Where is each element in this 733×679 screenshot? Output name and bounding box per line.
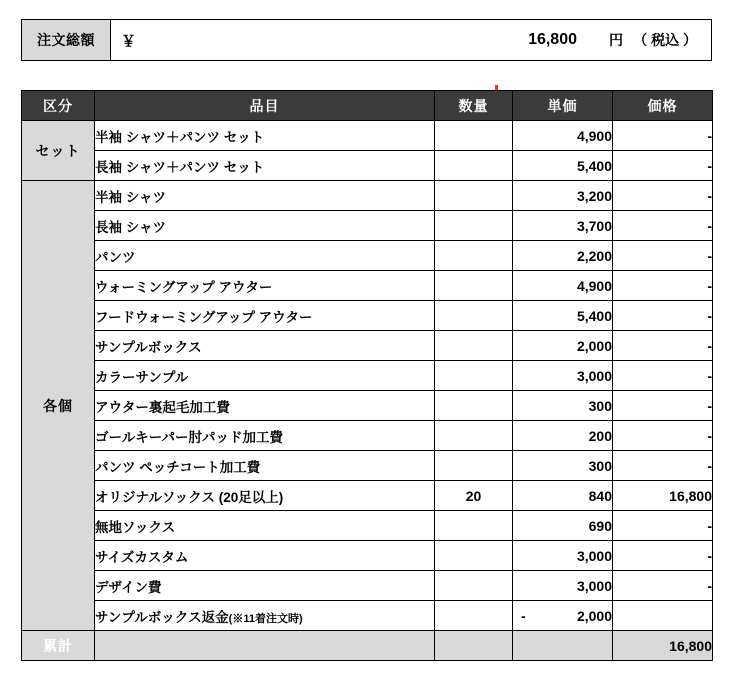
- item-name: サンプルボックス: [95, 331, 435, 361]
- item-qty[interactable]: [435, 211, 513, 241]
- item-qty[interactable]: [435, 571, 513, 601]
- item-name: アウター裏起毛加工費: [95, 391, 435, 421]
- item-name: ゴールキーパー肘パッド加工費: [95, 421, 435, 451]
- order-total-label: 注文総額: [22, 20, 111, 60]
- item-qty[interactable]: [435, 151, 513, 181]
- table-row: [22, 271, 713, 301]
- item-qty[interactable]: [435, 601, 513, 631]
- table-row: [22, 331, 713, 361]
- item-total: -: [613, 121, 713, 151]
- footer-label: 累計: [22, 631, 95, 661]
- header-price: 単価: [513, 91, 613, 121]
- item-name: フードウォーミングアップ アウター: [95, 301, 435, 331]
- item-name: 半袖 シャツ＋パンツ セット: [95, 121, 435, 151]
- item-price: 5,400: [513, 151, 613, 181]
- item-qty[interactable]: [435, 541, 513, 571]
- table-row: [22, 151, 713, 181]
- table-header-row: [22, 91, 713, 121]
- item-name-refund: [95, 601, 435, 631]
- table-row: [22, 211, 713, 241]
- order-total-value: [111, 20, 711, 60]
- footer-spacer-qty: [435, 631, 513, 661]
- group-label-kakko: 各個: [22, 181, 95, 631]
- item-qty[interactable]: [435, 511, 513, 541]
- table-row: [22, 121, 713, 151]
- item-price: 3,000: [513, 361, 613, 391]
- item-qty[interactable]: [435, 331, 513, 361]
- items-table: [21, 90, 713, 661]
- header-item: 品目: [95, 91, 435, 121]
- table-row: [22, 601, 713, 631]
- item-total: -: [613, 511, 713, 541]
- table-row: [22, 481, 713, 511]
- item-price: 3,700: [513, 211, 613, 241]
- item-price-value: 2,000: [576, 607, 612, 624]
- item-qty[interactable]: [435, 361, 513, 391]
- item-total: -: [613, 331, 713, 361]
- table-row: [22, 571, 713, 601]
- table-row: [22, 301, 713, 331]
- group-label-set: セット: [22, 121, 95, 181]
- item-total: -: [613, 181, 713, 211]
- item-price: 2,200: [513, 241, 613, 271]
- item-total: -: [613, 271, 713, 301]
- item-price: 840: [513, 481, 613, 511]
- table-footer-row: [22, 631, 713, 661]
- item-total: 16,800: [613, 481, 713, 511]
- item-price: 3,000: [513, 571, 613, 601]
- item-total: -: [613, 571, 713, 601]
- item-name: デザイン費: [95, 571, 435, 601]
- item-name: 半袖 シャツ: [95, 181, 435, 211]
- table-row: [22, 181, 713, 211]
- item-total: -: [613, 151, 713, 181]
- item-total: -: [613, 391, 713, 421]
- item-qty[interactable]: [435, 181, 513, 211]
- item-qty[interactable]: 20: [435, 481, 513, 511]
- item-price: 5,400: [513, 301, 613, 331]
- item-total: -: [613, 301, 713, 331]
- item-price: 3,200: [513, 181, 613, 211]
- table-row: [22, 361, 713, 391]
- item-price: 300: [513, 391, 613, 421]
- currency-symbol: ￥: [121, 32, 137, 50]
- item-qty[interactable]: [435, 451, 513, 481]
- item-price: 2,000: [513, 331, 613, 361]
- item-price: 4,900: [513, 271, 613, 301]
- footer-spacer-item: [95, 631, 435, 661]
- item-price: [513, 601, 613, 631]
- header-qty: 数量: [435, 91, 513, 121]
- item-qty[interactable]: [435, 301, 513, 331]
- item-total: -: [613, 211, 713, 241]
- order-total-tax-note: （ 税込 ）: [633, 32, 697, 48]
- item-qty[interactable]: [435, 421, 513, 451]
- item-qty[interactable]: [435, 241, 513, 271]
- item-name: 無地ソックス: [95, 511, 435, 541]
- item-name: オリジナルソックス (20足以上): [95, 481, 435, 511]
- item-name: カラーサンプル: [95, 361, 435, 391]
- header-kubun: 区分: [22, 91, 95, 121]
- table-row: [22, 391, 713, 421]
- item-total: [613, 601, 713, 631]
- item-price: 200: [513, 421, 613, 451]
- item-price: 3,000: [513, 541, 613, 571]
- table-row: [22, 541, 713, 571]
- item-name: 長袖 シャツ＋パンツ セット: [95, 151, 435, 181]
- item-total: -: [613, 421, 713, 451]
- item-name: 長袖 シャツ: [95, 211, 435, 241]
- footer-grand-total: 16,800: [613, 631, 713, 661]
- table-row: [22, 241, 713, 271]
- item-total: -: [613, 541, 713, 571]
- item-total: -: [613, 451, 713, 481]
- item-total: -: [613, 241, 713, 271]
- item-qty[interactable]: [435, 391, 513, 421]
- item-name: サイズカスタム: [95, 541, 435, 571]
- item-total: -: [613, 361, 713, 391]
- item-qty[interactable]: [435, 121, 513, 151]
- item-name-text: サンプルボックス返金: [95, 609, 229, 625]
- item-price: 690: [513, 511, 613, 541]
- item-name: ウォーミングアップ アウター: [95, 271, 435, 301]
- item-price: 300: [513, 451, 613, 481]
- item-price: 4,900: [513, 121, 613, 151]
- item-name: パンツ ペッチコート加工費: [95, 451, 435, 481]
- table-row: [22, 451, 713, 481]
- table-row: [22, 421, 713, 451]
- table-row: [22, 511, 713, 541]
- order-total-box: [21, 19, 712, 61]
- order-total-amount: 16,800: [528, 31, 577, 48]
- order-total-unit: 円: [609, 32, 623, 48]
- item-name-note: (※11着注文時): [228, 612, 303, 625]
- item-name: パンツ: [95, 241, 435, 271]
- footer-spacer-price: [513, 631, 613, 661]
- item-qty[interactable]: [435, 271, 513, 301]
- header-total: 価格: [613, 91, 713, 121]
- minus-sign: -: [521, 607, 526, 624]
